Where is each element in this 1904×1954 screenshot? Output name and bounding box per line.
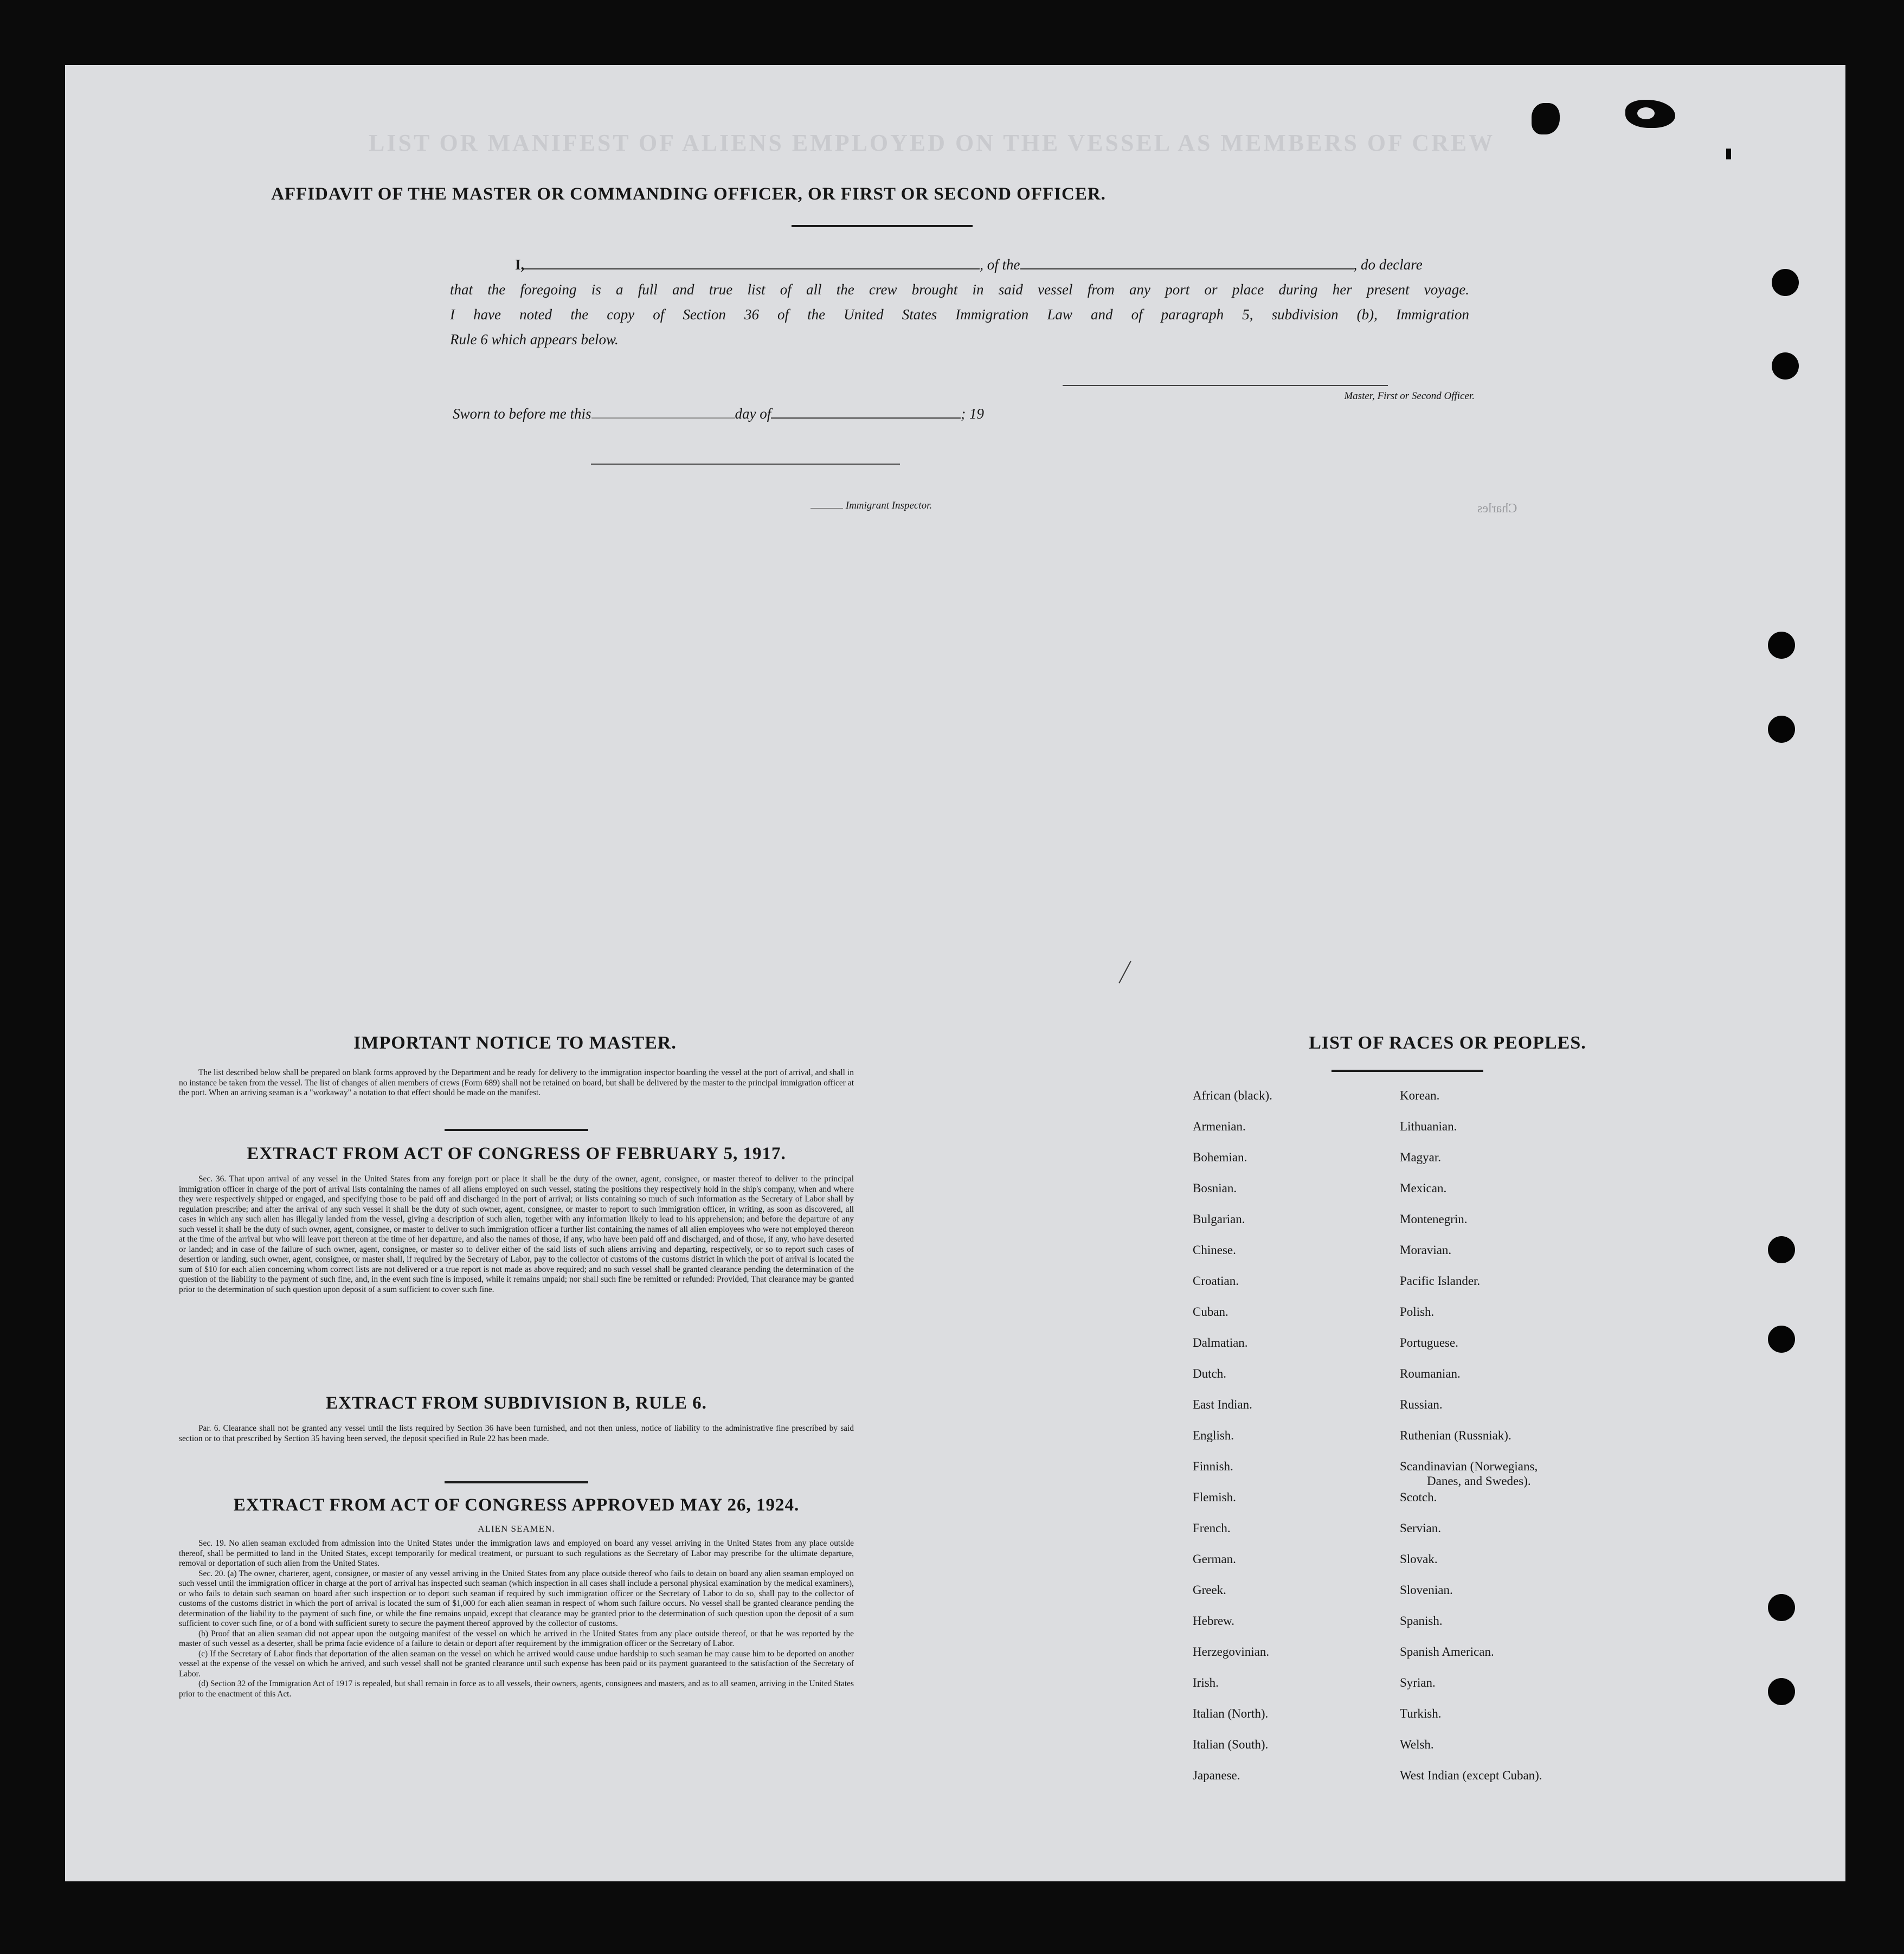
inspector-signature-line[interactable]: [591, 464, 900, 465]
extract-1917-title: EXTRACT FROM ACT OF CONGRESS OF FEBRUARY 5, 1917.: [247, 1144, 786, 1164]
sworn-month-field[interactable]: [771, 417, 961, 419]
document-page: [65, 65, 1845, 1881]
race-item: Bulgarian.: [1193, 1212, 1245, 1226]
sec-20d-paragraph: (d) Section 32 of the Immigration Act of 1917 is repealed, but shall remain in force as to all vessels, their owners, agents, consignees and masters, and as to all seamen, arriving in the United States prior to the enactment of this Act.: [179, 1679, 854, 1699]
race-item: Herzegovinian.: [1193, 1645, 1270, 1659]
race-item: Roumanian.: [1400, 1367, 1461, 1380]
punch-hole: [1768, 632, 1795, 659]
punch-hole: [1768, 716, 1795, 743]
race-item: Turkish.: [1400, 1707, 1442, 1720]
affidavit-line-4: Rule 6 which appears below.: [450, 331, 619, 348]
race-item-continuation: Danes, and Swedes).: [1427, 1474, 1531, 1488]
affidavit-do-declare: , do declare: [1353, 256, 1423, 273]
race-item: Bosnian.: [1193, 1181, 1237, 1195]
sec-20b-paragraph: (b) Proof that an alien seaman did not appear upon the outgoing manifest of the vessel on which he arrived in the United States from any place outside thereof, or that he was reported by the master of such vessel as a deserter, shall be prima facie evidence of a failure to detain or deport after requirement by the immigration officer or the Secretary of Labor.: [179, 1629, 854, 1648]
race-item: Italian (South).: [1193, 1738, 1269, 1751]
race-item: Italian (North).: [1193, 1707, 1269, 1720]
alien-seamen-subtitle: ALIEN SEAMEN.: [478, 1524, 555, 1534]
race-item: Armenian.: [1193, 1120, 1246, 1133]
affidavit-line-2: that the foregoing is a full and true list of all the crew brought in said vessel from any port or place during her present voyage.: [450, 281, 1469, 298]
torn-mark: [1532, 103, 1560, 134]
race-item: Scotch.: [1400, 1490, 1437, 1504]
officer-signature-line[interactable]: [1063, 385, 1388, 386]
race-item: Montenegrin.: [1400, 1212, 1468, 1226]
extract-1917-text: [179, 1174, 854, 1295]
race-item: Scandinavian (Norwegians,: [1400, 1460, 1538, 1473]
race-item: Irish.: [1193, 1676, 1219, 1689]
race-item: Magyar.: [1400, 1150, 1442, 1164]
race-item: French.: [1193, 1521, 1231, 1535]
bleed-through-signature: Charles: [1477, 502, 1517, 516]
extract-1924-title: EXTRACT FROM ACT OF CONGRESS APPROVED MAY 26, 1924.: [233, 1495, 800, 1515]
notice-title: IMPORTANT NOTICE TO MASTER.: [353, 1033, 677, 1053]
race-item: Slovenian.: [1400, 1583, 1453, 1597]
sec-36-paragraph: Sec. 36. That upon arrival of any vessel in the United States from any foreign port or place it shall be the duty of the owner, agent, consignee, or master thereof to deliver to the principal immigration officer in charge of the port of arrival lists containing the names of all aliens employed on such vessel, stating the positions they respectively hold in the ship's company, when and where they were respectively shipped or engaged, and specifying those to be paid off and discharged in the port of arrival; or lists containing so much of such information as the Secretary of Labor shall by regulation prescribe; and after the arrival of any such vessel it shall be the duty of such owner, agent, consignee, or master to report to such immigration officer, in writing, as soon as discovered, all cases in which any such alien has illegally landed from the vessel, giving a description of such alien, together with any information likely to lead to his apprehension; and before the departure of any such vessel it shall be the duty of such owner, agent, consignee, or master to deliver to such immigration officer a further list containing the names of all alien employees who were not employed thereon at the time of the arrival but who will leave port thereon at the time of her departure, and also the names of those, if any, who have been paid off and discharged, and of those, if any, who have deserted or landed; and in case of the failure of such owner, agent, consignee, or master so to deliver either of the said lists of such aliens arriving and departing, respectively, or so to report such cases of desertion or landing, such owner, agent, consignee, or master shall, if required by the Secretary of Labor, pay to the collector of customs of the customs district in which the port of arrival is located the sum of $10 for each alien concerning whom correct lists are not delivered or a true report is not made as above required; and no such vessel shall be granted clearance pending the determination of the question of the liability to the payment of such fine, and, in the event such fine is imposed, while it remains unpaid; nor shall such fine be remitted or refunded: Provided, That clearance may be granted prior to the determination of such question upon deposit of a sum sufficient to cover such fine.: [179, 1174, 854, 1294]
race-item: Portuguese.: [1400, 1336, 1458, 1349]
race-item: Moravian.: [1400, 1243, 1452, 1257]
race-item: African (black).: [1193, 1089, 1272, 1102]
rule-6-text: [179, 1424, 854, 1444]
races-title: LIST OF RACES OR PEOPLES.: [1309, 1033, 1586, 1053]
race-item: Dutch.: [1193, 1367, 1226, 1380]
sworn-label: Sworn to before me this: [453, 406, 591, 422]
inspector-caption: Immigrant Inspector.: [845, 500, 932, 511]
race-item: Pacific Islander.: [1400, 1274, 1481, 1288]
race-item: Bohemian.: [1193, 1150, 1247, 1164]
punch-hole: [1768, 1594, 1795, 1621]
race-item: Servian.: [1400, 1521, 1442, 1535]
race-item: Welsh.: [1400, 1738, 1434, 1751]
punch-hole: [1772, 352, 1799, 380]
sworn-day-field[interactable]: [591, 417, 735, 419]
race-item: West Indian (except Cuban).: [1400, 1769, 1542, 1782]
race-item: Syrian.: [1400, 1676, 1436, 1689]
sec-19-paragraph: Sec. 19. No alien seaman excluded from admission into the United States under the immigration laws and employed on board any vessel arriving in the United States from any place outside thereof, shall be permitted to land in the United States, except temporarily for medical treatment, or pursuant to such regulations as the Secretary of Labor may prescribe for the ultimate departure, removal or deportation of such alien from the United States.: [179, 1539, 854, 1568]
par-6-paragraph: Par. 6. Clearance shall not be granted any vessel until the lists required by Section 36 have been furnished, and not then unless, notice of liability to the administrative fine prescribed by said section or to that prescribed by Section 35 having been served, the deposit specified in Rule 22 has been made.: [179, 1424, 854, 1443]
divider: [445, 1129, 588, 1131]
day-of-label: day of: [735, 406, 771, 422]
race-item: Spanish American.: [1400, 1645, 1494, 1659]
race-item: Mexican.: [1400, 1181, 1447, 1195]
race-item: Russian.: [1400, 1398, 1443, 1411]
race-item: Japanese.: [1193, 1769, 1240, 1782]
affidavit-line-1: [450, 252, 1469, 277]
race-item: German.: [1193, 1552, 1236, 1566]
race-item: Dalmatian.: [1193, 1336, 1248, 1349]
affidavit-line-3: I have noted the copy of Section 36 of the United States Immigration Law and of paragraph 5, subdivision (b), Immigration: [450, 306, 1469, 323]
inspector-caption-row: [811, 500, 932, 512]
bleed-through-header: LIST OR MANIFEST OF ALIENS EMPLOYED ON THE VESSEL AS MEMBERS OF CREW: [369, 130, 1495, 156]
torn-mark-gap: [1637, 107, 1655, 119]
race-item: English.: [1193, 1429, 1234, 1442]
notice-text: [179, 1068, 854, 1098]
sec-20a-paragraph: Sec. 20. (a) The owner, charterer, agent, consignee, or master of any vessel arriving in the United States from any place outside thereof who fails to detain on board any alien seaman employed on such vessel until the immigration officer in charge at the port of arrival has inspected such seaman (which inspection in all cases shall include a personal physical examination by the medical examiners), or who fails to detain such seaman on board after such inspection or to deport such seaman if required by such immigration officer or the Secretary of Labor to do so, shall pay to the collector of customs of the customs district in which the port of arrival is located the sum of $1,000 for each alien seaman in respect of whom such failure occurs. No vessel shall be granted clearance pending the determination of the liability to the payment of such fine, or while the fine remains unpaid, except that clearance may be granted prior to the determination of such question upon the deposit of a sum sufficient to cover such fine, or of a bond with sufficient surety to secure the payment thereof approved by the collector of customs.: [179, 1569, 854, 1628]
punch-hole: [1768, 1678, 1795, 1705]
divider: [792, 225, 973, 227]
race-item: Flemish.: [1193, 1490, 1236, 1504]
punch-hole: [1768, 1326, 1795, 1353]
race-item: Croatian.: [1193, 1274, 1239, 1288]
vessel-field[interactable]: [1020, 268, 1354, 269]
race-item: Cuban.: [1193, 1305, 1228, 1319]
affidavit-title: AFFIDAVIT OF THE MASTER OR COMMANDING OFFICER, OR FIRST OR SECOND OFFICER.: [271, 184, 1106, 204]
race-item: Korean.: [1400, 1089, 1440, 1102]
extract-1924-text: [179, 1539, 854, 1699]
punch-hole: [1768, 1236, 1795, 1263]
affidavit-body: [450, 252, 1469, 352]
sworn-line: [453, 406, 984, 422]
race-item: Finnish.: [1193, 1460, 1233, 1473]
divider: [445, 1481, 588, 1483]
race-item: Spanish.: [1400, 1614, 1443, 1628]
affidavit-of-the: , of the: [980, 256, 1020, 273]
race-item: Chinese.: [1193, 1243, 1236, 1257]
race-item: East Indian.: [1193, 1398, 1252, 1411]
punch-hole: [1772, 269, 1799, 296]
notice-paragraph: The list described below shall be prepared on blank forms approved by the Department and be ready for delivery to the immigration inspector boarding the vessel at the port of arrival, and shall in no instance be taken from the vessel. The list of changes of alien members of crews (Form 689) shall not be retained on board, but shall be delivered by the master to the principal immigration officer at the port. When an arriving seaman is a "workaway" a notation to that effect should be made on the manifest.: [179, 1068, 854, 1097]
sec-20c-paragraph: (c) If the Secretary of Labor finds that deportation of the alien seaman on the vessel on which he arrived would cause undue hardship to such seaman he may cause him to be deported on another vessel at the expense of the vessel on which he arrived, and such vessel shall not be granted clearance until such expense has been paid or its payment guaranteed to the satisfaction of the Secretary of Labor.: [179, 1649, 854, 1679]
officer-caption: Master, First or Second Officer.: [1344, 390, 1475, 402]
race-item: Polish.: [1400, 1305, 1435, 1319]
rule-6-title: EXTRACT FROM SUBDIVISION B, RULE 6.: [326, 1393, 707, 1413]
affidavit-i: I,: [515, 256, 525, 273]
race-item: Ruthenian (Russniak).: [1400, 1429, 1511, 1442]
race-item: Slovak.: [1400, 1552, 1438, 1566]
torn-mark: [1726, 149, 1731, 159]
pen-stroke: [1118, 961, 1131, 984]
race-item: Lithuanian.: [1400, 1120, 1457, 1133]
name-field[interactable]: [524, 268, 980, 269]
year-label: ; 19: [961, 406, 984, 422]
divider: [1331, 1070, 1483, 1072]
race-item: Hebrew.: [1193, 1614, 1235, 1628]
race-item: Greek.: [1193, 1583, 1226, 1597]
